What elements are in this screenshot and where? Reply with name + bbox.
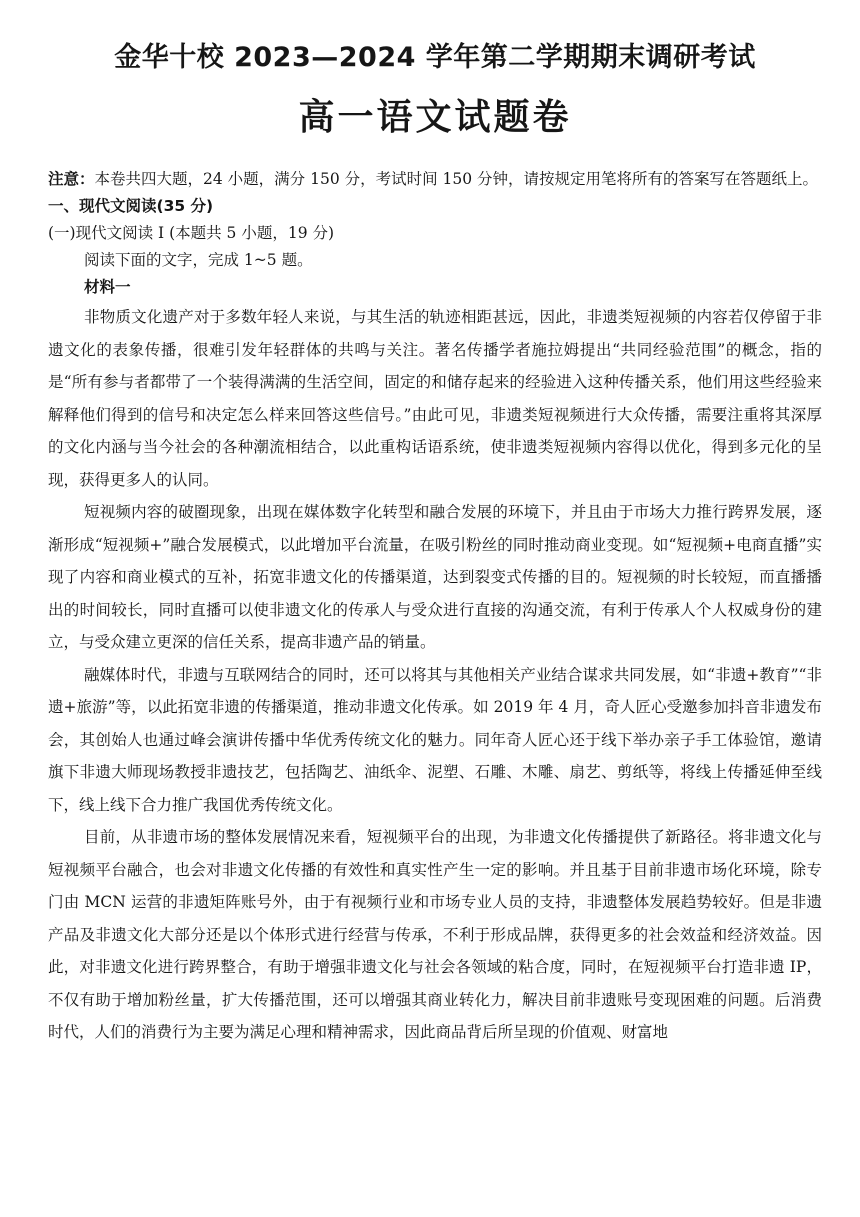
section-subheading: (一)现代文阅读 I (本题共 5 小题，19 分) (48, 224, 335, 242)
paragraph-3: 融媒体时代，非遗与互联网结合的同时，还可以将其与其他相关产业结合谋求共同发展，如“非遗+教育”“非遗+旅游”等，以此拓宽非遗的传播渠道，推动非遗文化传承。如 2019 年 4 月，奇人匠心受邀参加抖音非遗发布会，其创始人也通过峰会演讲传播中华优秀传统文化的魅力。同年奇人匠心还于线下举办亲子手工体验馆，邀请旗下非遗大师现场教授非遗技艺，包括陶艺、油纸伞、泥塑、石雕、木雕、扇艺、剪纸等，将线上传播延伸至线下，线上线下合力推广我国优秀传统文化。 (48, 665, 822, 814)
material-label: 材料一 (84, 278, 131, 296)
notice-text: 本卷共四大题，24 小题，满分 150 分，考试时间 150 分钟，请按规定用笔将所有的答案写在答题纸上。 (94, 170, 819, 188)
section-heading: 一、现代文阅读(35 分) (48, 197, 214, 215)
paragraph-1: 非物质文化遗产对于多数年轻人来说，与其生活的轨迹相距甚远，因此，非遗类短视频的内容若仅停留于非遗文化的表象传播，很难引发年轻群体的共鸣与关注。著名传播学者施拉姆提出“共同经验范围”的概念，指的是“所有参与者都带了一个装得满满的生活空间，固定的和储存起来的经验进入这种传播关系，他们用这些经验来解释他们得到的信号和决定怎么样来回答这些信号。”由此可见，非遗类短视频进行大众传播，需要注重将其深厚的文化内涵与当今社会的各种潮流相结合，以此重构话语系统，使非遗类短视频内容得以优化，得到多元化的呈现，获得更多人的认同。 (48, 308, 822, 489)
paragraph-2: 短视频内容的破圈现象，出现在媒体数字化转型和融合发展的环境下，并且由于市场大力推行跨界发展，逐渐形成“短视频+”融合发展模式，以此增加平台流量，在吸引粉丝的同时推动商业变现。如“短视频+电商直播”实现了内容和商业模式的互补，拓宽非遗文化的传播渠道，达到裂变式传播的目的。短视频的时长较短，而直播播出的时间较长，同时直播可以使非遗文化的传承人与受众进行直接的沟通交流，有利于传承人个人权威身份的建立，与受众建立更深的信任关系，提高非遗产品的销量。 (48, 503, 822, 651)
reading-instruction: 阅读下面的文字，完成 1~5 题。 (84, 251, 313, 269)
notice (48, 166, 822, 193)
paragraph-4: 目前，从非遗市场的整体发展情况来看，短视频平台的出现，为非遗文化传播提供了新路径。将非遗文化与短视频平台融合，也会对非遗文化传播的有效性和真实性产生一定的影响。并且基于目前非遗市场化环境，除专门由 MCN 运营的非遗矩阵账号外，由于有视频行业和市场专业人员的支持，非遗整体发展趋势较好。但是非遗产品及非遗文化大部分还是以个体形式进行经营与传承，不利于形成品牌，获得更多的社会效益和经济效益。因此，对非遗文化进行跨界整合，有助于增强非遗文化与社会各领域的粘合度，同时，在短视频平台打造非遗 IP，不仅有助于增加粉丝量，扩大传播范围，还可以增强其商业转化力，解决目前非遗账号变现困难的问题。后消费时代，人们的消费行为主要为满足心理和精神需求，因此商品背后所呈现的价值观、财富地 (48, 828, 822, 1041)
notice-label: 注意： (48, 170, 95, 188)
exam-title: 金华十校 2023—2024 学年第二学期期末调研考试 (114, 42, 756, 73)
paper-title: 高一语文试题卷 (298, 97, 572, 138)
